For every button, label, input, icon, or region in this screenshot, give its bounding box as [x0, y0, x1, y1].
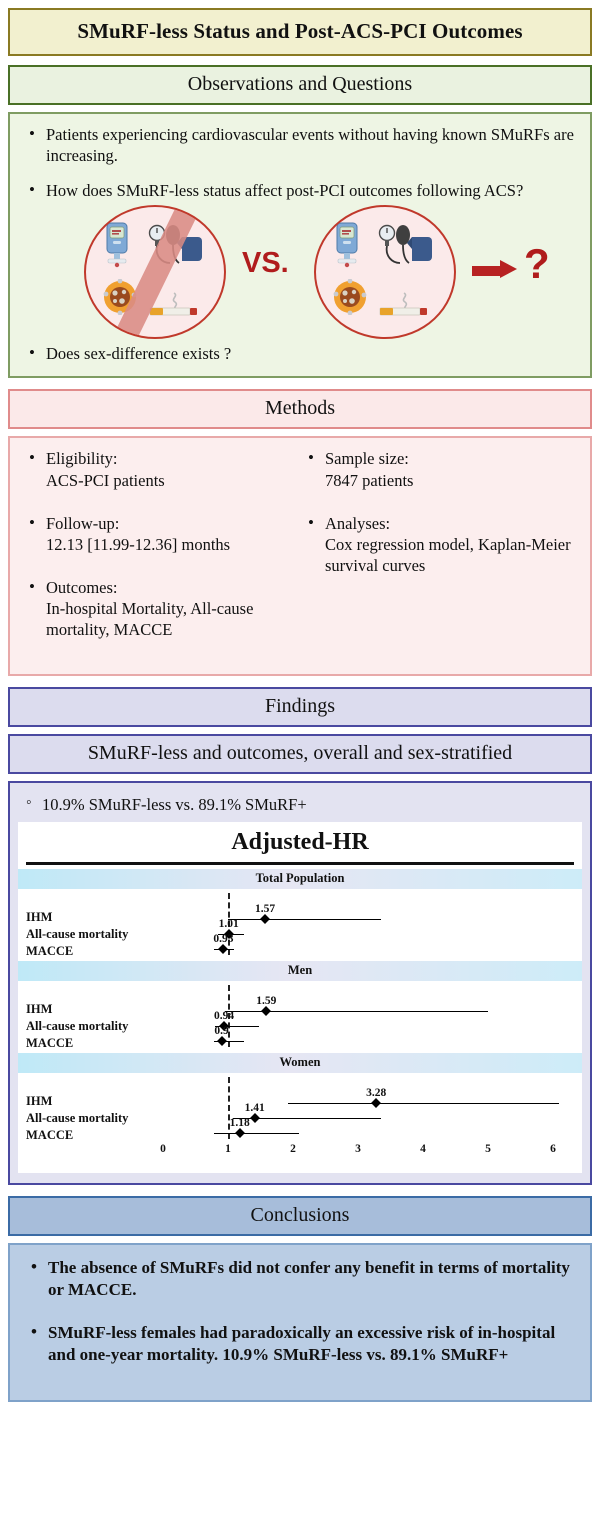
- estimate-value-label: 1.59: [256, 995, 277, 1008]
- forest-plot: [18, 822, 582, 1173]
- row-label: All-cause mortality: [26, 927, 129, 942]
- axis-tick-label: 4: [420, 1143, 426, 1156]
- cholesterol-lipid-icon: [332, 279, 368, 315]
- estimate-marker: [217, 1036, 227, 1046]
- estimate-marker: [218, 944, 228, 954]
- cigarette-icon: [378, 291, 436, 317]
- list-item: • How does SMuRF-less status affect post-PCI outcomes following ACS?: [46, 180, 576, 201]
- list-item: ◦ 10.9% SMuRF-less vs. 89.1% SMuRF+: [42, 794, 582, 815]
- group-plot-area: [18, 1073, 582, 1169]
- smurf-positive-circle: [314, 205, 456, 339]
- estimate-value-label: 0.93: [213, 933, 234, 946]
- methods-item-value: 12.13 [11.99-12.36] months: [46, 534, 231, 554]
- smurf-less-circle: [84, 205, 226, 339]
- group-label: Total Population: [18, 869, 582, 889]
- list-item: • Does sex-difference exists ?: [46, 343, 576, 364]
- methods-header: Methods: [8, 389, 592, 429]
- findings-subheader: SMuRF-less and outcomes, overall and sex-stratified: [8, 734, 592, 774]
- estimate-marker: [371, 1098, 381, 1108]
- reference-line: [228, 1077, 230, 1139]
- findings-body: [8, 781, 592, 1185]
- plot-canvas: [18, 889, 582, 961]
- estimate-value-label: 0.94: [214, 1010, 235, 1023]
- estimate-marker: [250, 1113, 260, 1123]
- confidence-interval-line: [288, 1103, 560, 1104]
- row-label: All-cause mortality: [26, 1111, 129, 1126]
- methods-item-value: ACS-PCI patients: [46, 470, 165, 490]
- methods-item-value: Cox regression model, Kaplan-Meier survival curves: [325, 534, 571, 575]
- row-label: IHM: [26, 910, 53, 925]
- methods-item-label: Follow-up:: [46, 513, 120, 533]
- plot-canvas: [18, 981, 582, 1053]
- group-plot-area: [18, 889, 582, 961]
- group-label: Men: [18, 961, 582, 981]
- methods-left-list: [24, 448, 297, 640]
- list-item: [46, 448, 297, 490]
- methods-item-value: 7847 patients: [325, 470, 414, 490]
- conclusions-header: Conclusions: [8, 1196, 592, 1236]
- glucometer-icon: [104, 222, 130, 270]
- plot-divider: [26, 862, 574, 865]
- estimate-marker: [235, 1128, 245, 1138]
- row-label: MACCE: [26, 1036, 74, 1051]
- forest-group-women: [18, 1053, 582, 1169]
- confidence-interval-line: [228, 919, 381, 920]
- list-item: • SMuRF-less females had paradoxically an excessive risk of in-hospital and one-year mortality. 10.9% SMuRF-less vs. 89.1% SMuRF+: [48, 1322, 574, 1366]
- methods-item-label: Analyses:: [325, 513, 391, 533]
- group-plot-area: [18, 981, 582, 1053]
- list-item: • Patients experiencing cardiovascular events without having known SMuRFs are increasing.: [46, 124, 576, 166]
- estimate-marker: [261, 1006, 271, 1016]
- observations-top-list: [24, 124, 576, 201]
- list-item: [325, 513, 576, 576]
- estimate-value-label: 1.01: [218, 918, 239, 931]
- estimate-value-label: 1.57: [254, 903, 276, 916]
- row-label: MACCE: [26, 944, 74, 959]
- estimate-value-label: 3.28: [366, 1087, 387, 1100]
- confidence-interval-line: [214, 1133, 300, 1134]
- axis-tick-label: 5: [485, 1143, 491, 1156]
- list-item: [46, 577, 297, 640]
- group-label: Women: [18, 1053, 582, 1073]
- methods-right-list: [303, 448, 576, 576]
- findings-list: [18, 794, 582, 815]
- methods-item-value: In-hospital Mortality, All-cause mortality, MACCE: [46, 598, 254, 640]
- findings-header: Findings: [8, 687, 592, 727]
- conclusions-list: [26, 1257, 574, 1365]
- list-item: • The absence of SMuRFs did not confer any benefit in terms of mortality or MACCE.: [48, 1257, 574, 1301]
- row-label: All-cause mortality: [26, 1019, 129, 1034]
- question-mark-icon: ?: [524, 240, 550, 288]
- blood-pressure-cuff-icon: [376, 223, 434, 275]
- methods-item-label: Sample size:: [325, 449, 409, 469]
- methods-right-column: [303, 448, 576, 662]
- observations-header: Observations and Questions: [8, 65, 592, 105]
- estimate-value-label: 1.41: [244, 1102, 265, 1115]
- list-item: [325, 448, 576, 490]
- axis-tick-label: 6: [550, 1143, 556, 1156]
- conclusions-body: [8, 1243, 592, 1401]
- outcome-arrow-icon: [472, 262, 518, 279]
- glucometer-icon: [334, 222, 360, 270]
- risk-factor-illustration: [24, 205, 576, 337]
- list-item: [46, 513, 297, 555]
- axis-tick-label: 0: [160, 1143, 166, 1156]
- methods-left-column: [24, 448, 297, 662]
- axis-tick-label: 3: [355, 1143, 361, 1156]
- methods-item-label: Eligibility:: [46, 449, 118, 469]
- axis-tick-label: 2: [290, 1143, 296, 1156]
- observations-body: [8, 112, 592, 378]
- forest-group-men: [18, 961, 582, 1053]
- estimate-value-label: 1.18: [229, 1117, 250, 1130]
- estimate-value-label: 0.9: [214, 1025, 229, 1038]
- methods-item-label: Outcomes:: [46, 577, 118, 597]
- row-label: MACCE: [26, 1128, 74, 1143]
- methods-body: [8, 436, 592, 676]
- plot-canvas: [18, 1073, 582, 1169]
- vs-label: VS.: [242, 247, 289, 280]
- axis-tick-label: 1: [225, 1143, 231, 1156]
- estimate-marker: [260, 914, 270, 924]
- row-label: IHM: [26, 1002, 53, 1017]
- forest-group-total: [18, 869, 582, 961]
- graphical-abstract: [0, 8, 600, 1537]
- forest-plot-title: Adjusted-HR: [231, 829, 369, 856]
- page-title: SMuRF-less Status and Post-ACS-PCI Outcomes: [8, 8, 592, 56]
- observations-bottom-list: [24, 343, 576, 364]
- row-label: IHM: [26, 1094, 53, 1109]
